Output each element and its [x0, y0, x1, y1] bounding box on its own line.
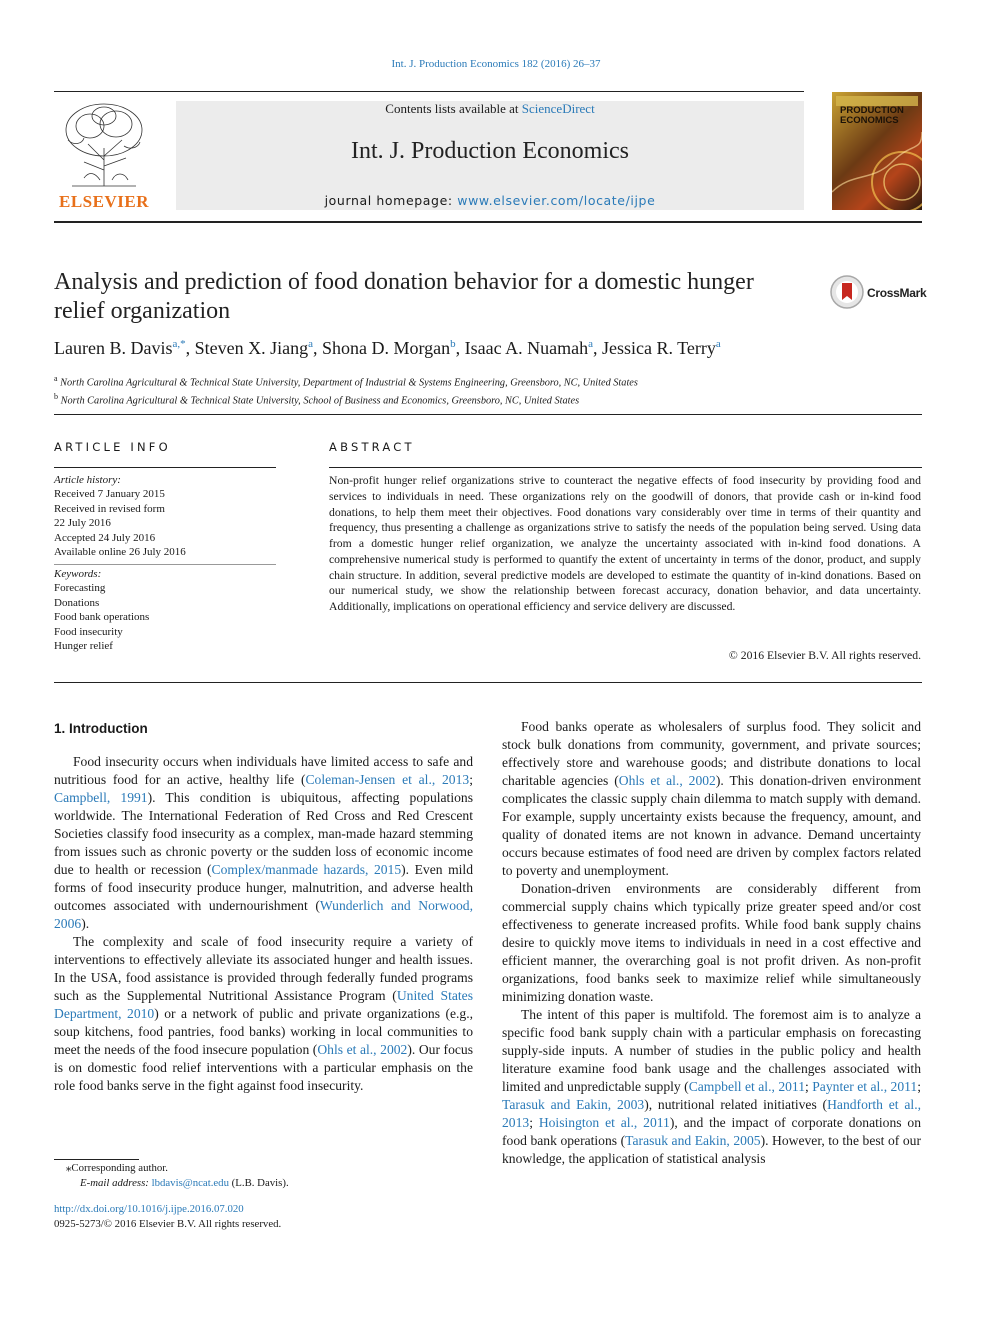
text-run: Food banks operate as wholesalers of surplus food. They solicit and stock bulk donations from community, government, and private sources; effectively store and warehouse goods; and distribute donations to local charitable agencies ( [502, 719, 921, 788]
article-info-heading: ARTICLE INFO [54, 440, 171, 454]
paragraph [502, 1006, 921, 1168]
crossmark-label: CrossMark [867, 286, 927, 300]
crossmark-icon [829, 274, 865, 310]
header-rule [54, 91, 804, 92]
keyword: Food bank operations [54, 611, 150, 624]
doi-block [54, 1202, 474, 1232]
corresponding-author-note: ⁎Corresponding author. [66, 1162, 168, 1174]
text-run: ). Our focus is on domestic food relief interventions with a particular emphasis on the role food banks serve in the fight against food insecurity. [54, 1042, 473, 1093]
keyword: Food insecurity [54, 625, 123, 638]
text-run: ). However, to the best of our knowledge, the application of statistical analysis [502, 1133, 921, 1166]
cover-title: PRODUCTION ECONOMICS [840, 105, 904, 126]
citation-link[interactable]: Tarasuk and Eakin, 2005 [625, 1133, 761, 1148]
issn-line: 0925-5273/© 2016 Elsevier B.V. All rights reserved. [54, 1218, 282, 1230]
keywords [54, 567, 276, 653]
contents-line [176, 101, 804, 117]
elsevier-logo[interactable] [54, 100, 154, 212]
text-run: ), and the impact of corporate donations on food bank operations ( [502, 1115, 921, 1148]
journal-title: Int. J. Production Economics [351, 138, 629, 164]
sciencedirect-link[interactable]: ScienceDirect [521, 101, 595, 116]
history-item: Available online 26 July 2016 [54, 546, 186, 559]
citation-link[interactable]: Coleman-Jensen et al., 2013 [305, 772, 470, 787]
text-run: ; [529, 1115, 539, 1130]
keyword: Donations [54, 596, 100, 609]
article-history [54, 473, 276, 559]
author[interactable]: Lauren B. Davis$^{a,*}$ [54, 338, 186, 358]
text-run: ). Even mild forms of food insecurity produce hunger, malnutrition, and adverse health outcomes associated with undernourishment ( [54, 862, 474, 913]
footnotes [54, 1161, 474, 1191]
text-run: ; [917, 1079, 922, 1094]
text-run: The complexity and scale of food insecurity require a variety of interventions to effectively alleviate its associated hunger and health issues. In the USA, food assistance is provided through federally funded programs such as the Supplemental Nutritional Assistance Program ( [54, 934, 473, 1003]
keywords-label: Keywords: [54, 568, 102, 580]
crossmark-badge[interactable] [829, 274, 929, 310]
citation-link[interactable]: Complex/manmade hazards, 2015 [211, 862, 402, 877]
affiliation: $^a$ North Carolina Agricultural & Technical State University, Department of Industrial & Systems Engineering, Greensboro, NC, United States [54, 374, 638, 389]
text-run: ). This donation-driven environment complicates the classic supply chain dilemma to match supply with demand. For example, supply uncertainty exists because the frequency, amount, and quality of donated items are not known in advance. Demand uncertainty occurs because estimates of food need are driven by complex factors related to poverty and unemployment. [502, 773, 921, 878]
paragraph [502, 880, 921, 1006]
author[interactable]: Shona D. Morgan$^b$ [321, 338, 456, 358]
header-divider [54, 221, 922, 223]
author[interactable]: Isaac A. Nuamah$^a$ [464, 338, 593, 358]
text-run: ). This condition is ubiquitous, affecting populations worldwide. The International Federation of Red Cross and Red Crescent Societies classify food insecurity as a complex, man-made hazard stemming from issues such as chronic poverty or the sudden loss of economic income due to health or recession ( [54, 790, 473, 877]
text-run: ) or a network of public and private organizations (e.g., soup kitchens, food pantries, food banks) working in local communities to meet the needs of the food insecure population ( [54, 1006, 473, 1057]
copyright-line: © 2016 Elsevier B.V. All rights reserved. [728, 649, 921, 662]
divider [54, 414, 922, 415]
history-item: Received 7 January 2015 [54, 488, 165, 501]
divider [54, 564, 276, 565]
journal-cover-image[interactable] [832, 92, 922, 210]
divider [54, 467, 276, 468]
history-item: 22 July 2016 [54, 517, 111, 530]
article-title: Analysis and prediction of food donation behavior for a domestic hunger relief organization [54, 269, 754, 324]
text-run: Food insecurity occurs when individuals have limited access to safe and nutritious food for an active, healthy life ( [54, 754, 473, 787]
citation-link[interactable]: Ohls et al., 2002 [317, 1042, 408, 1057]
text-run: ; [469, 772, 473, 787]
citation-link[interactable]: Campbell, 1991 [54, 790, 148, 805]
text-run: Donation-driven environments are considerably different from commercial supply chains which typically prize greater speed and/or cost effectiveness to generate increased profits. While food bank supply chains desire to quickly move items to individuals in need in a cost effective and efficient manner, the overarching goal is not profit driven. As non-profit organizations, food banks seek to maximize relief while simultaneously minimizing donation waste. [502, 881, 921, 1004]
citation-link[interactable]: Campbell et al., 2011 [688, 1079, 806, 1094]
affiliation: $^b$ North Carolina Agricultural & Technical State University, School of Business and Economics, Greensboro, NC, United States [54, 392, 580, 407]
journal-citation[interactable]: Int. J. Production Economics 182 (2016) 26–37 [391, 58, 601, 70]
citation-link[interactable]: Wunderlich and Norwood, 2006 [54, 898, 473, 931]
author[interactable]: Jessica R. Terry$^a$ [602, 338, 721, 358]
asterisk: ⁎ [66, 1162, 72, 1174]
doi-link[interactable]: http://dx.doi.org/10.1016/j.ijpe.2016.07.020 [54, 1203, 244, 1215]
citation-link[interactable]: Ohls et al., 2002 [618, 773, 716, 788]
paragraph-group [54, 753, 473, 1095]
citation-link[interactable]: Hoisington et al., 2011 [538, 1115, 670, 1130]
history-item: Received in revised form [54, 502, 165, 515]
citation-link[interactable]: United States Department, 2010 [54, 988, 473, 1021]
elsevier-wordmark: ELSEVIER [59, 192, 149, 211]
homepage-link[interactable]: www.elsevier.com/locate/ijpe [457, 193, 656, 208]
journal-homepage [176, 193, 804, 208]
section-heading: 1. Introduction [54, 721, 148, 736]
citation-link[interactable]: Paynter et al., 2011 [812, 1079, 918, 1094]
abstract-text: Non-profit hunger relief organizations strive to counteract the negative effects of food insecurity by providing food and services to individuals in need. These organizations rely on the goodwill of donors, that provide cash or in-kind food donations, to help them meet their objectives. Food donations vary considerably over time in terms of their quantity and frequency, thus presenting a challenge as organizations strive to satisfy the needs of the population being served. Using data from a domestic hunger relief organization, we analyze the uncertainty associated with in-kind food donations. A comprehensive numerical study is performed to quantify the extent of uncertainty in terms of the donor, product, and supply chain structure. In addition, several predictive models are developed to estimate the quantity of in-kind donations. Based on our numerical study, we show the relationship between forecast accuracy, donation behavior, and data uncertainty. Additionally, implications on operational efficiency and service delivery are discussed. [329, 474, 921, 613]
text-run: ; [805, 1079, 813, 1094]
author[interactable]: Steven X. Jiang$^a$ [194, 338, 313, 358]
citation-link[interactable]: Handforth et al., 2013 [502, 1097, 921, 1130]
body-column-left [54, 718, 473, 1095]
email-link[interactable]: lbdavis@ncat.edu [151, 1177, 229, 1189]
contents-prefix: Contents lists available at [385, 101, 522, 116]
homepage-prefix: journal homepage: [324, 193, 458, 208]
paragraph [502, 718, 921, 880]
divider [329, 467, 922, 468]
history-label: Article history: [54, 474, 121, 486]
author-list: Lauren B. Davis$^{a,*}$, Steven X. Jiang$^a$, Shona D. Morgan$^b$, Isaac A. Nuamah$^a$, Jessica R. Terry$^a$ [54, 338, 721, 358]
paragraph-group [502, 718, 921, 1168]
citation-link[interactable]: Tarasuk and Eakin, 2003 [502, 1097, 645, 1112]
paragraph [54, 933, 473, 1095]
affiliations [54, 372, 924, 409]
text-run: ). [81, 916, 90, 931]
keyword: Forecasting [54, 582, 106, 595]
footnote-rule [54, 1159, 139, 1160]
text-run: The intent of this paper is multifold. The foremost aim is to analyze a specific food bank supply chain with a particular emphasis on forecasting supply-side inputs. A number of studies in the public policy and health literature examine food bank usage and the challenges associated with limited and unpredictable supply ( [502, 1007, 921, 1094]
paragraph [54, 753, 473, 933]
text-run: ), nutritional related initiatives ( [644, 1097, 828, 1112]
divider [54, 682, 922, 683]
abstract-heading: ABSTRACT [329, 440, 415, 454]
tree-icon [54, 100, 154, 190]
history-item: Accepted 24 July 2016 [54, 531, 156, 544]
email-note: E-mail address: lbdavis@ncat.edu (L.B. Davis). [80, 1177, 289, 1189]
body-column-right [502, 718, 921, 1168]
keyword: Hunger relief [54, 640, 113, 653]
